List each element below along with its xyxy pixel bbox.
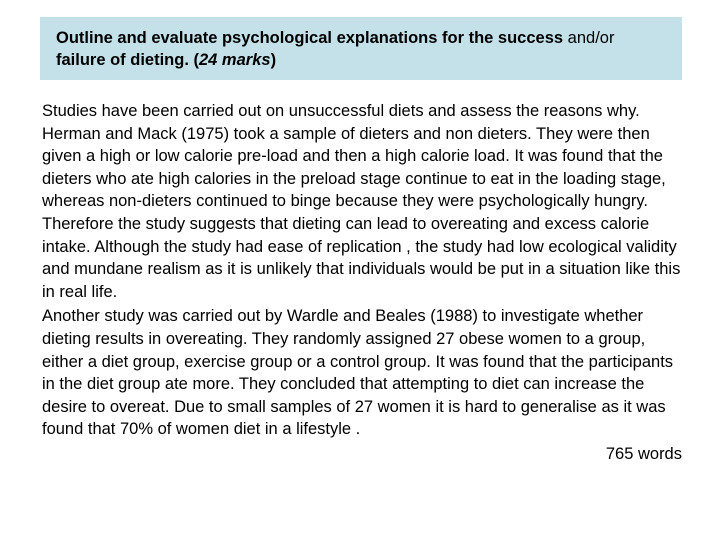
question-title-box xyxy=(40,17,682,80)
essay-body xyxy=(42,100,682,466)
essay-paragraph-1: Studies have been carried out on unsuccessful diets and assess the reasons why. Herman and Mack (1975) took a sample of dieters and non dieters. They were then given a high or low calorie pre-load and then a high calorie load. It was found that the dieters who ate high calories in the preload stage continue to eat in the loading stage, whereas non-dieters continued to binge because they were psychologically hungry. Therefore the study suggests that dieting can lead to overeating and excess calorie intake. Although the study had ease of replication , the study had low ecological validity and mundane realism as it is unlikely that individuals would be put in a situation like this in real life. xyxy=(42,102,681,301)
essay-paragraph-2: Another study was carried out by Wardle and Beales (1988) to investigate whether dieting results in overeating. They randomly assigned 27 obese women to a group, either a diet group, exercise group or a control group. It was found that the participants in the diet group ate more. They concluded that attempting to diet can increase the desire to overeat. Due to small samples of 27 women it is hard to generalise as it was found that 70% of women diet in a lifestyle . xyxy=(42,307,674,439)
title-bold-text-line2: failure of dieting. ( xyxy=(56,51,199,69)
title-marks: 24 marks xyxy=(199,51,271,69)
title-plain-text: and/or xyxy=(563,29,615,47)
title-close-paren: ) xyxy=(270,51,277,69)
word-count: 765 words xyxy=(605,444,682,463)
title-bold-text: Outline and evaluate psychological explanations for the success xyxy=(56,29,564,47)
